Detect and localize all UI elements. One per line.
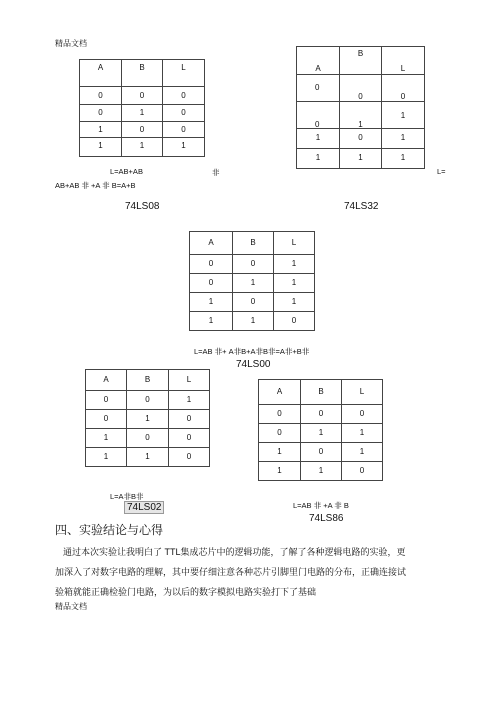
table-cell: 0 bbox=[163, 105, 205, 122]
header-cell: B bbox=[233, 232, 274, 255]
table-cell: 1 bbox=[297, 149, 340, 169]
non-label: 非 bbox=[212, 168, 220, 177]
table-cell: 1 bbox=[80, 138, 122, 157]
paragraph-line: 通过本次实验让我明白了 TTL集成芯片中的逻辑功能，了解了各种逻辑电路的实验，更 bbox=[63, 547, 406, 557]
table-cell: 0 bbox=[274, 312, 315, 331]
table-cell: 1 bbox=[382, 149, 425, 169]
table-row bbox=[259, 424, 383, 443]
table-cell: 0 bbox=[163, 122, 205, 138]
table-row bbox=[190, 293, 315, 312]
truth-table-nand bbox=[189, 231, 315, 331]
table-cell: 0 bbox=[301, 443, 342, 462]
table-cell: 0 bbox=[259, 405, 301, 424]
truth-table-nor bbox=[85, 369, 210, 467]
table-cell: 1 bbox=[274, 293, 315, 312]
table-cell: 1 bbox=[190, 293, 233, 312]
table-row bbox=[86, 448, 210, 467]
table-cell: 1 bbox=[301, 462, 342, 481]
table-row bbox=[297, 149, 425, 169]
table-cell: 1 bbox=[127, 410, 169, 429]
table-row bbox=[297, 129, 425, 149]
table-cell: 1 bbox=[122, 105, 163, 122]
table-cell: 0 bbox=[80, 105, 122, 122]
table-cell: 0 bbox=[342, 462, 383, 481]
table-cell: 0 bbox=[122, 87, 163, 105]
table-row bbox=[86, 391, 210, 410]
table-cell: 0 bbox=[169, 429, 210, 448]
table-cell: 0 bbox=[297, 75, 340, 102]
header-cell: A bbox=[86, 370, 127, 391]
table-cell: 1 bbox=[80, 122, 122, 138]
header-cell: L bbox=[382, 47, 425, 75]
table-cell: 0 bbox=[233, 293, 274, 312]
table-cell: 1 bbox=[233, 312, 274, 331]
table-cell: 1 bbox=[169, 391, 210, 410]
header-cell: L bbox=[342, 380, 383, 405]
table-cell: 1 bbox=[274, 255, 315, 274]
page-footer: 精品文档 bbox=[55, 602, 87, 611]
table-cell: 1 bbox=[163, 138, 205, 157]
table-row bbox=[297, 75, 425, 102]
or-formula: AB+AB 非 +A 非 B=A+B bbox=[55, 181, 136, 190]
table-cell: 0 bbox=[122, 122, 163, 138]
table-cell: 0 bbox=[340, 75, 382, 102]
table-cell: 0 bbox=[259, 424, 301, 443]
table-cell: 1 bbox=[340, 102, 382, 129]
table-cell: 0 bbox=[297, 102, 340, 129]
nand-formula: L=AB 非+ A非B+A非B非=A非+B非 bbox=[194, 347, 310, 356]
table-cell: 1 bbox=[340, 149, 382, 169]
table-row bbox=[259, 443, 383, 462]
or-formula-prefix: L= bbox=[437, 167, 446, 176]
header-cell: B bbox=[122, 60, 163, 87]
section-title: 四、实验结论与心得 bbox=[55, 523, 164, 537]
truth-table-or bbox=[296, 46, 425, 169]
table-cell: 0 bbox=[190, 274, 233, 293]
table-cell: 0 bbox=[86, 391, 127, 410]
header-cell: L bbox=[274, 232, 315, 255]
table-row bbox=[80, 105, 205, 122]
page-header: 精品文档 bbox=[55, 39, 87, 48]
table-cell: 1 bbox=[342, 443, 383, 462]
table-row bbox=[86, 429, 210, 448]
table-row bbox=[86, 410, 210, 429]
table-cell: 0 bbox=[382, 75, 425, 102]
header-cell: A bbox=[190, 232, 233, 255]
header-cell: L bbox=[169, 370, 210, 391]
table-cell: 1 bbox=[259, 443, 301, 462]
chip-label-74ls08: 74LS08 bbox=[125, 201, 160, 212]
chip-label-74ls32: 74LS32 bbox=[344, 201, 379, 212]
table-cell: 0 bbox=[301, 405, 342, 424]
table-row bbox=[259, 405, 383, 424]
table-cell: 1 bbox=[127, 448, 169, 467]
chip-label-74ls00: 74LS00 bbox=[236, 359, 271, 370]
table-cell: 1 bbox=[301, 424, 342, 443]
table-cell: 0 bbox=[233, 255, 274, 274]
table-cell: 0 bbox=[163, 87, 205, 105]
table-cell: 1 bbox=[297, 129, 340, 149]
table-row bbox=[80, 122, 205, 138]
header-cell: B bbox=[301, 380, 342, 405]
conclusion-paragraph bbox=[55, 542, 495, 602]
table-cell: 0 bbox=[86, 410, 127, 429]
table-row bbox=[259, 462, 383, 481]
paragraph-line: 验箱就能正确检验门电路，为以后的数字模拟电路实验打下了基础 bbox=[55, 587, 317, 597]
header-cell: A bbox=[259, 380, 301, 405]
header-cell: A bbox=[297, 47, 340, 75]
table-cell: 1 bbox=[342, 424, 383, 443]
and-formula: L=AB+AB bbox=[110, 167, 143, 176]
table-cell: 0 bbox=[340, 129, 382, 149]
table-cell: 0 bbox=[127, 391, 169, 410]
table-cell: 0 bbox=[169, 410, 210, 429]
table-cell: 0 bbox=[342, 405, 383, 424]
table-cell: 0 bbox=[190, 255, 233, 274]
truth-table-xor bbox=[258, 379, 383, 481]
table-cell: 0 bbox=[127, 429, 169, 448]
table-cell: 1 bbox=[233, 274, 274, 293]
table-row bbox=[190, 255, 315, 274]
table-cell: 0 bbox=[169, 448, 210, 467]
table-cell: 1 bbox=[382, 102, 425, 129]
table-cell: 1 bbox=[259, 462, 301, 481]
table-row bbox=[297, 102, 425, 129]
table-row bbox=[190, 274, 315, 293]
table-row bbox=[80, 87, 205, 105]
table-cell: 0 bbox=[80, 87, 122, 105]
table-cell: 1 bbox=[122, 138, 163, 157]
nor-formula: L=A非B非 bbox=[110, 492, 144, 501]
table-row bbox=[80, 138, 205, 157]
table-cell: 1 bbox=[86, 429, 127, 448]
header-cell: B bbox=[127, 370, 169, 391]
paragraph-line: 加深入了对数字电路的理解，其中要仔细注意各种芯片引脚里门电路的分布，正确连接试 bbox=[55, 567, 407, 577]
xor-formula: L=AB 非 +A 非 B bbox=[293, 501, 349, 510]
chip-label-74ls86: 74LS86 bbox=[309, 513, 344, 524]
table-cell: 1 bbox=[382, 129, 425, 149]
chip-label-74ls02: 74LS02 bbox=[124, 501, 164, 514]
truth-table-and bbox=[79, 59, 205, 157]
table-cell: 1 bbox=[190, 312, 233, 331]
header-cell: A bbox=[80, 60, 122, 87]
table-cell: 1 bbox=[86, 448, 127, 467]
table-cell: 1 bbox=[274, 274, 315, 293]
header-cell: L bbox=[163, 60, 205, 87]
header-cell: B bbox=[340, 47, 382, 75]
table-row bbox=[190, 312, 315, 331]
